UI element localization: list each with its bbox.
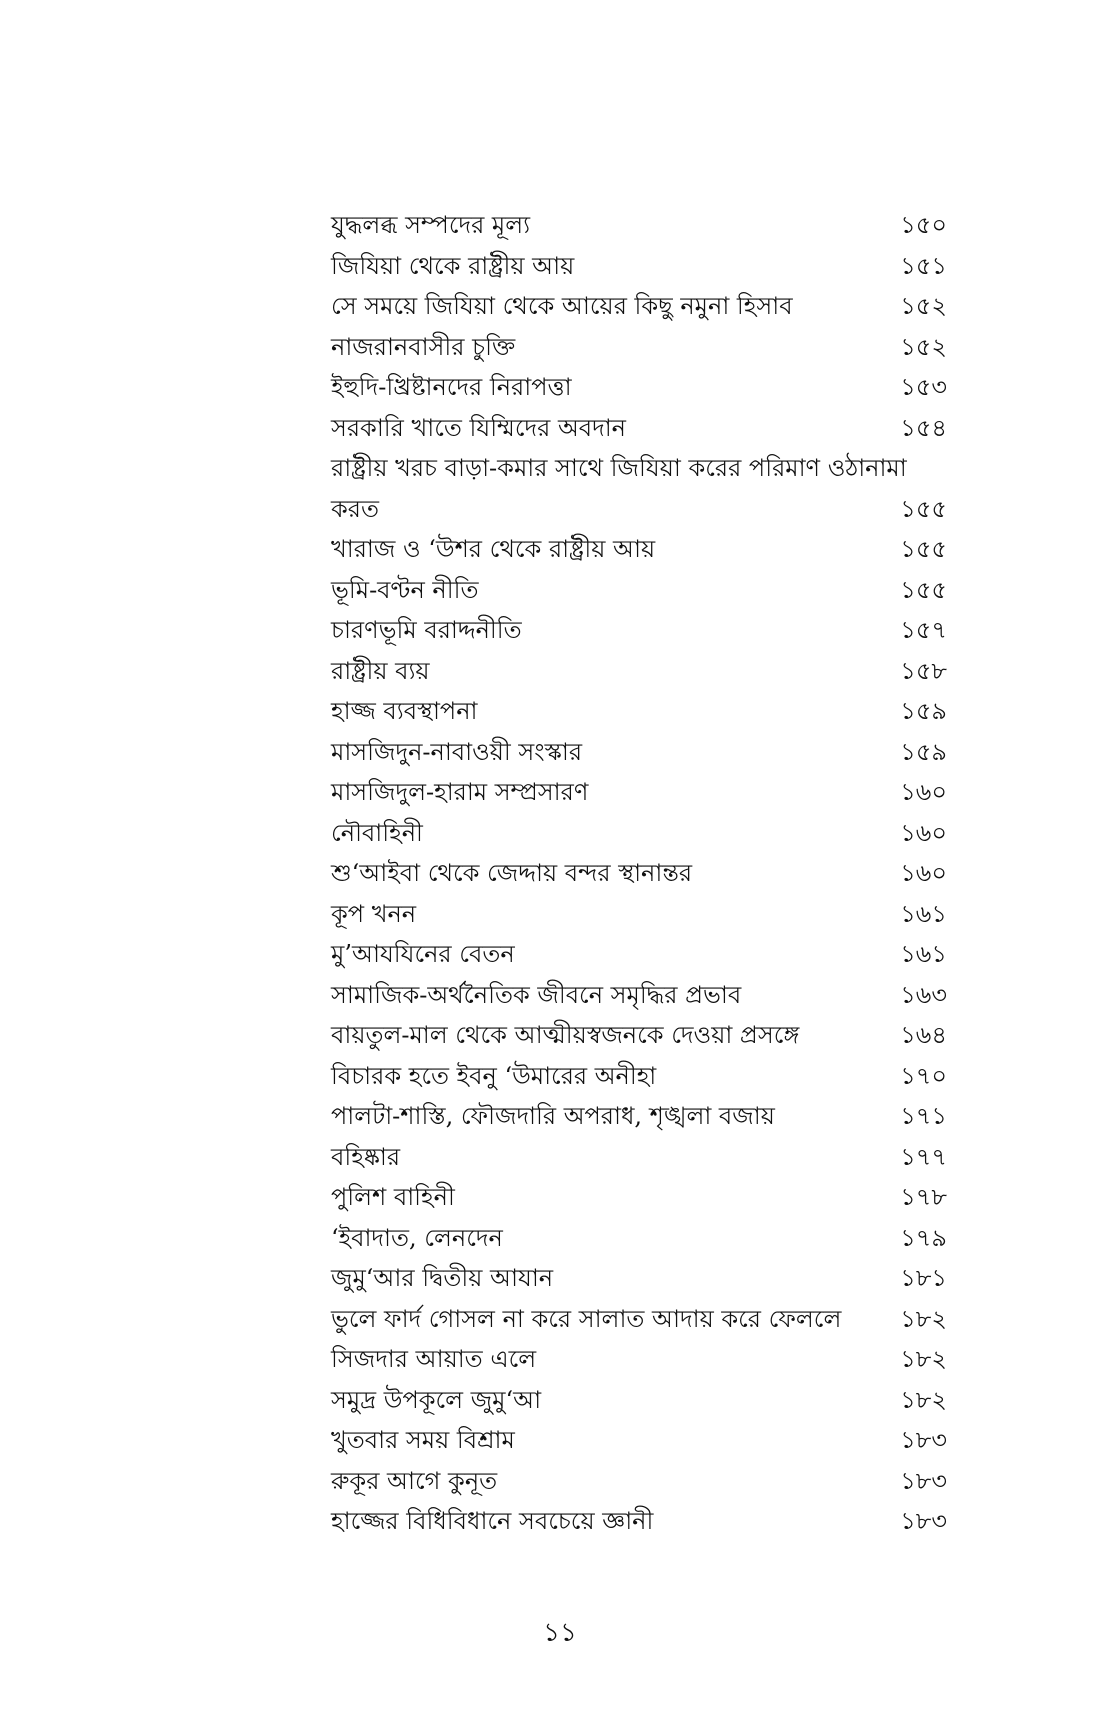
toc-entry-title: ভূমি-বণ্টন নীতি bbox=[331, 575, 479, 604]
toc-entry-title: রুকূর আগে কুনূত bbox=[331, 1466, 498, 1495]
toc-entry-title: শু‘আইবা থেকে জেদ্দায় বন্দর স্থানান্তর bbox=[331, 859, 693, 887]
toc-entry-title-line2: করত bbox=[331, 494, 380, 523]
toc-entry bbox=[331, 691, 947, 732]
toc-entry-page: ১৭৯ bbox=[900, 1223, 947, 1252]
toc-entry-title: পালটা-শাস্তি, ফৌজদারি অপরাধ, শৃঙ্খলা বজায় bbox=[331, 1102, 775, 1130]
toc-entry-title-line1: রাষ্ট্রীয় খরচ বাড়া-কমার সাথে জিযিয়া করের পরিমাণ ওঠানামা bbox=[331, 454, 907, 482]
toc-entry-title: ভুলে ফার্দ গোসল না করে সালাত আদায় করে ফেললে bbox=[331, 1304, 842, 1333]
page-number: ১১ bbox=[543, 1618, 577, 1648]
toc-entry-page: ১৫৫ bbox=[900, 575, 947, 604]
toc-entry-title: হাজ্জ ব্যবস্থাপনা bbox=[331, 697, 478, 725]
toc-entry-title: মাসজিদুন-নাবাওয়ী সংস্কার bbox=[331, 737, 583, 766]
toc-entry bbox=[331, 1096, 947, 1137]
toc-entry bbox=[331, 1420, 947, 1461]
toc-entry-page: ১৫৫ bbox=[900, 494, 947, 523]
toc-entry-title: সরকারি খাতে যিম্মিদের অবদান bbox=[331, 413, 627, 442]
toc-entry-title: হাজ্জের বিধিবিধানে সবচেয়ে জ্ঞানী bbox=[331, 1507, 654, 1535]
toc-entry-page: ১৫১ bbox=[900, 251, 947, 280]
toc-entry-page: ১৫৮ bbox=[900, 656, 947, 685]
toc-entry bbox=[331, 286, 947, 327]
toc-entry-page: ১৬১ bbox=[900, 940, 947, 968]
toc-entry bbox=[331, 408, 947, 449]
toc-entry-page: ১৮২ bbox=[900, 1345, 947, 1373]
toc-entry bbox=[331, 772, 947, 813]
toc-entry bbox=[331, 610, 947, 651]
toc-entry-title: কূপ খনন bbox=[331, 899, 417, 928]
toc-entry-page: ১৭৮ bbox=[900, 1183, 947, 1211]
toc-entry bbox=[331, 934, 947, 975]
toc-entry bbox=[331, 1501, 947, 1542]
toc-entry-page: ১৫৪ bbox=[900, 413, 947, 442]
toc-entry bbox=[331, 246, 947, 287]
toc-entry-title: ইহুদি-খ্রিষ্টানদের নিরাপত্তা bbox=[331, 373, 572, 401]
toc-entry-page: ১৮২ bbox=[900, 1304, 947, 1333]
toc-entry bbox=[331, 529, 947, 570]
toc-entry bbox=[331, 1218, 947, 1259]
toc-entry bbox=[331, 1461, 947, 1502]
toc-entry-title: রাষ্ট্রীয় ব্যয় bbox=[331, 656, 430, 685]
toc-entry-page: ১৫৯ bbox=[900, 697, 947, 725]
toc-entry bbox=[331, 732, 947, 773]
toc-entry-title: খুতবার সময় বিশ্রাম bbox=[331, 1426, 515, 1454]
toc-entry-title: বহিষ্কার bbox=[331, 1142, 401, 1171]
toc-entry-page: ১৬৪ bbox=[900, 1021, 947, 1049]
toc-entry-page: ১৭৭ bbox=[900, 1142, 947, 1171]
toc-entry-page: ১৫২ bbox=[900, 332, 947, 361]
toc-entry-title: নাজরানবাসীর চুক্তি bbox=[331, 332, 516, 361]
toc-entry bbox=[331, 1299, 947, 1340]
toc-entry-title: যুদ্ধলব্ধ সম্পদের মূল্য bbox=[331, 211, 531, 239]
toc-entry bbox=[331, 813, 947, 854]
toc-entry-page: ১৬০ bbox=[900, 818, 947, 847]
toc-entry bbox=[331, 1339, 947, 1380]
toc-entry-title: জুমু‘আর দ্বিতীয় আযান bbox=[331, 1264, 554, 1292]
toc-entry-page: ১৬০ bbox=[900, 778, 947, 806]
toc-entry bbox=[331, 651, 947, 692]
toc-entry bbox=[331, 1380, 947, 1421]
toc-entry-page: ১৬০ bbox=[900, 859, 947, 887]
toc-entry bbox=[331, 327, 947, 368]
toc-entry-page: ১৮৩ bbox=[900, 1426, 947, 1454]
toc-entry-page: ১৫৭ bbox=[900, 616, 947, 644]
table-of-contents bbox=[331, 205, 947, 1542]
toc-entry bbox=[331, 1056, 947, 1097]
toc-entry-page: ১৫৫ bbox=[900, 535, 947, 563]
toc-entry-page: ১৭১ bbox=[900, 1102, 947, 1130]
toc-entry-title: সে সময়ে জিযিয়া থেকে আয়ের কিছু নমুনা হিসাব bbox=[331, 292, 793, 320]
toc-entry-title: বায়তুল-মাল থেকে আত্মীয়স্বজনকে দেওয়া প্রসঙ্গে bbox=[331, 1021, 800, 1049]
toc-entry-second-line bbox=[331, 489, 947, 530]
toc-entry-page: ১৮১ bbox=[900, 1264, 947, 1292]
toc-entry bbox=[331, 367, 947, 408]
toc-entry-title: জিযিয়া থেকে রাষ্ট্রীয় আয় bbox=[331, 251, 575, 280]
toc-entry-title: মু’আযযিনের বেতন bbox=[331, 940, 515, 968]
toc-entry bbox=[331, 1177, 947, 1218]
toc-entry-page: ১৭০ bbox=[900, 1061, 947, 1090]
toc-entry-page: ১৮২ bbox=[900, 1385, 947, 1414]
toc-entry-page: ১৮৩ bbox=[900, 1466, 947, 1495]
toc-entry-title: চারণভূমি বরাদ্দনীতি bbox=[331, 616, 522, 644]
toc-entry-page: ১৫০ bbox=[900, 211, 947, 239]
toc-entry bbox=[331, 1258, 947, 1299]
toc-entry-title: বিচারক হতে ইবনু ‘উমারের অনীহা bbox=[331, 1061, 657, 1090]
toc-entry bbox=[331, 570, 947, 611]
toc-entry bbox=[331, 853, 947, 894]
toc-entry-page: ১৮৩ bbox=[900, 1507, 947, 1535]
toc-entry-title: সিজদার আয়াত এলে bbox=[331, 1345, 537, 1373]
toc-entry-title: সমুদ্র উপকূলে জুমু‘আ bbox=[331, 1385, 542, 1414]
toc-entry-page: ১৫৯ bbox=[900, 737, 947, 766]
toc-entry bbox=[331, 205, 947, 246]
toc-entry-page: ১৬১ bbox=[900, 899, 947, 928]
toc-entry bbox=[331, 1015, 947, 1056]
toc-entry bbox=[331, 1137, 947, 1178]
toc-entry-title: মাসজিদুল-হারাম সম্প্রসারণ bbox=[331, 778, 589, 806]
toc-entry-title: পুলিশ বাহিনী bbox=[331, 1183, 455, 1211]
toc-entry-page: ১৫৩ bbox=[900, 373, 947, 401]
toc-entry-title: ‘ইবাদাত, লেনদেন bbox=[331, 1223, 503, 1252]
toc-entry-page: ১৫২ bbox=[900, 292, 947, 320]
toc-entry-title: নৌবাহিনী bbox=[331, 818, 423, 847]
toc-entry bbox=[331, 975, 947, 1016]
toc-entry-title: সামাজিক-অর্থনৈতিক জীবনে সমৃদ্ধির প্রভাব bbox=[331, 980, 742, 1009]
toc-entry bbox=[331, 894, 947, 935]
toc-entry-page: ১৬৩ bbox=[900, 980, 947, 1009]
toc-entry-title: খারাজ ও ‘উশর থেকে রাষ্ট্রীয় আয় bbox=[331, 535, 656, 563]
toc-entry-multiline bbox=[331, 448, 947, 529]
